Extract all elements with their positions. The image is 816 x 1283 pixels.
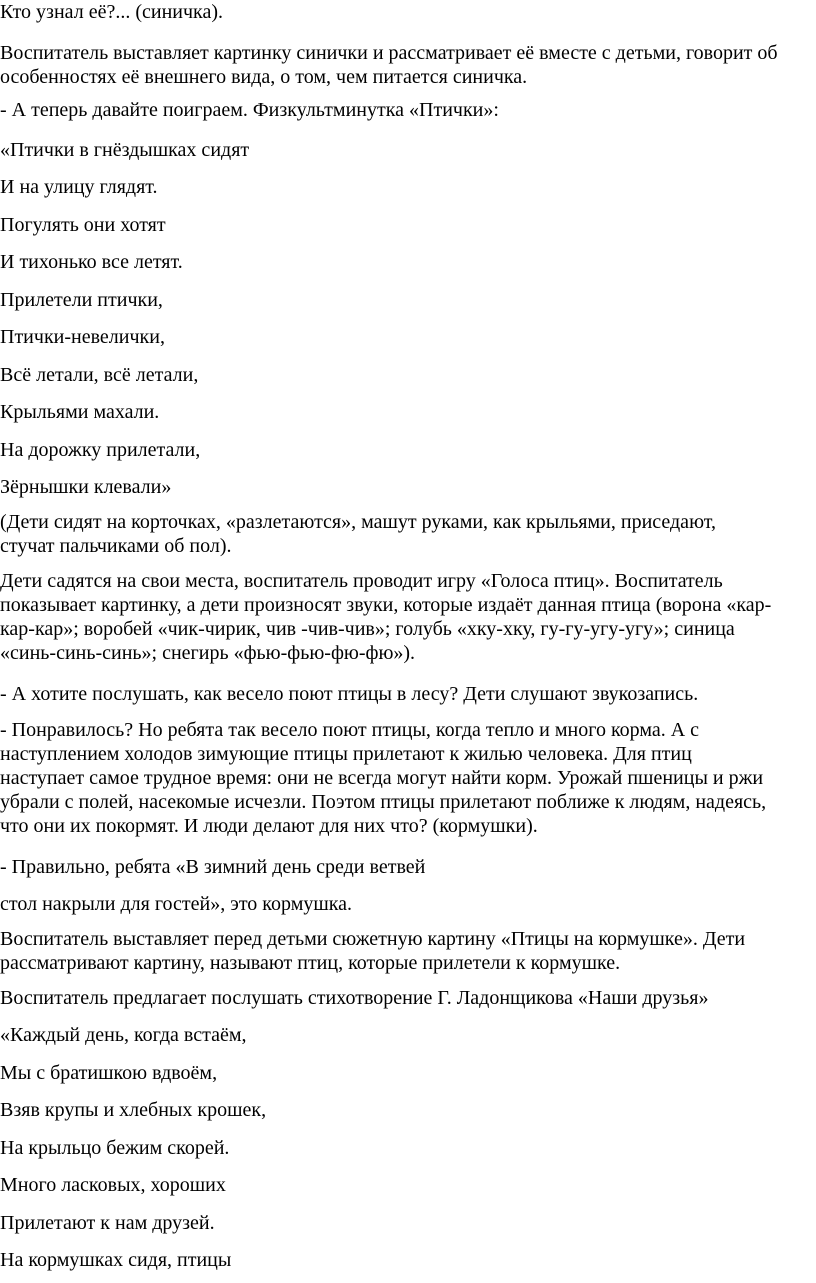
paragraph: [0, 325, 165, 349]
paragraph: [0, 400, 159, 424]
text-line: кар-кар»; воробей «чик-чирик, чив -чив-чив»; голубь «хку-хку, гу-гу-угу-угу»; синица: [0, 618, 735, 640]
paragraph: [0, 1136, 229, 1160]
text-line: особенностях её внешнего вида, о том, чем питается синичка.: [0, 66, 528, 88]
text-line: «Каждый день, когда встаём,: [0, 1024, 247, 1046]
text-line: стучат пальчиками об пол).: [0, 535, 232, 557]
text-line: (Дети сидят на корточках, «разлетаются», машут руками, как крыльями, приседают,: [0, 511, 716, 533]
paragraph: [0, 892, 352, 916]
text-line: На крыльцо бежим скорей.: [0, 1137, 230, 1159]
paragraph: [0, 718, 766, 838]
text-line: Зёрнышки клевали»: [0, 476, 172, 498]
text-line: Воспитатель выставляет перед детьми сюжетную картину «Птицы на кормушке». Дети: [0, 928, 746, 950]
paragraph: [0, 0, 223, 24]
text-line: наступлением холодов зимующие птицы прилетают к жилью человека. Для птиц: [0, 743, 692, 765]
paragraph: [0, 682, 698, 706]
text-line: Воспитатель выставляет картинку синички и рассматривает её вместе с детьми, говорит об: [0, 42, 778, 64]
paragraph: [0, 1098, 266, 1122]
text-line: Всё летали, всё летали,: [0, 364, 199, 386]
text-line: И на улицу глядят.: [0, 176, 158, 198]
paragraph: [0, 1211, 215, 1235]
paragraph: [0, 288, 163, 312]
paragraph: [0, 98, 499, 122]
text-line: Прилетают к нам друзей.: [0, 1212, 215, 1234]
text-line: Взяв крупы и хлебных крошек,: [0, 1099, 267, 1121]
text-line: рассматривают картину, называют птиц, которые прилетели к кормушке.: [0, 952, 621, 974]
paragraph: [0, 510, 716, 558]
paragraph: [0, 363, 198, 387]
text-line: стол накрыли для гостей», это кормушка.: [0, 893, 353, 915]
paragraph: [0, 175, 158, 199]
paragraph: [0, 1023, 247, 1047]
text-line: Много ласковых, хороших: [0, 1174, 226, 1196]
text-line: что они их покормят. И люди делают для них что? (кормушки).: [0, 815, 538, 837]
paragraph: [0, 927, 745, 975]
text-line: наступает самое трудное время: они не всегда могут найти корм. Урожай пшеницы и ржи: [0, 767, 764, 789]
text-line: Кто узнал её?... (синичка).: [0, 1, 223, 23]
paragraph: [0, 1061, 217, 1085]
text-line: «синь-синь-синь»; снегирь «фью-фью-фю-фю»).: [0, 642, 416, 664]
text-line: На дорожку прилетали,: [0, 439, 201, 461]
paragraph: [0, 1248, 231, 1272]
text-line: - Правильно, ребята «В зимний день среди ветвей: [0, 856, 426, 878]
paragraph: [0, 138, 249, 162]
text-line: Погулять они хотят: [0, 214, 166, 236]
paragraph: [0, 569, 771, 665]
text-line: Воспитатель предлагает послушать стихотворение Г. Ладонщикова «Наши друзья»: [0, 987, 709, 1009]
text-line: - Понравилось? Но ребята так весело поют птицы, когда тепло и много корма. А с: [0, 719, 700, 741]
paragraph: [0, 438, 200, 462]
text-line: Прилетели птички,: [0, 289, 163, 311]
text-line: На кормушках сидя, птицы: [0, 1249, 232, 1271]
text-line: - А хотите послушать, как весело поют птицы в лесу? Дети слушают звукозапись.: [0, 683, 699, 705]
text-line: «Птички в гнёздышках сидят: [0, 139, 250, 161]
paragraph: [0, 1173, 226, 1197]
text-line: показывает картинку, а дети произносят звуки, которые издаёт данная птица (ворона «кар-: [0, 594, 772, 616]
paragraph: [0, 986, 708, 1010]
paragraph: [0, 855, 425, 879]
text-line: Крыльями махали.: [0, 401, 160, 423]
text-line: Мы с братишкою вдвоём,: [0, 1062, 218, 1084]
paragraph: [0, 41, 778, 89]
text-line: убрали с полей, насекомые исчезли. Поэтом птицы прилетают поближе к людям, надеясь,: [0, 791, 767, 813]
paragraph: [0, 475, 171, 499]
text-line: Птички-невелички,: [0, 326, 165, 348]
text-line: И тихонько все летят.: [0, 251, 183, 273]
paragraph: [0, 213, 166, 237]
paragraph: [0, 250, 183, 274]
text-line: - А теперь давайте поиграем. Физкультминутка «Птички»:: [0, 99, 499, 121]
text-line: Дети садятся на свои места, воспитатель проводит игру «Голоса птиц». Воспитатель: [0, 570, 723, 592]
